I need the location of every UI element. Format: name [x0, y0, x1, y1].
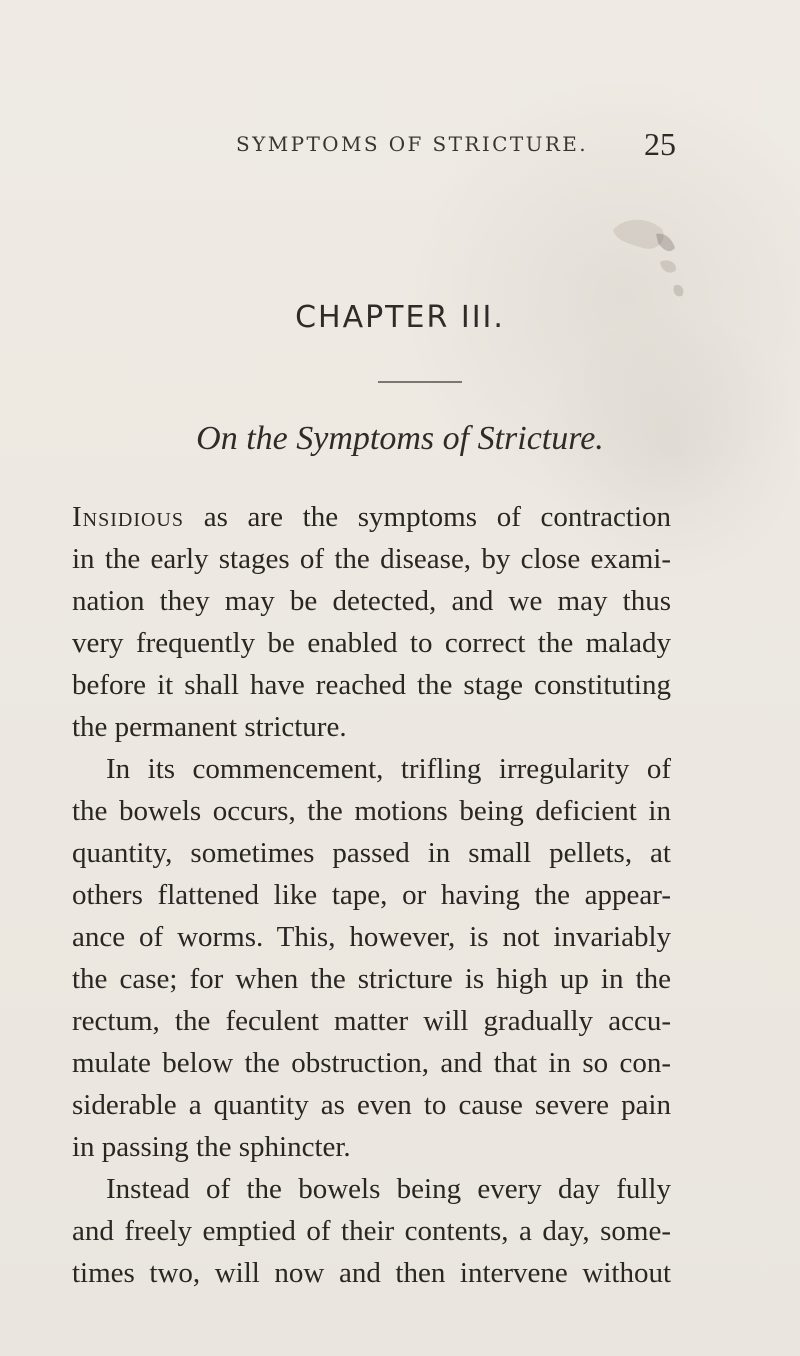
text-line-2: in the early stages of the disease, by close exami-: [72, 543, 671, 575]
text-line-5: before it shall have reached the stage constituting: [72, 669, 671, 701]
text-line-6: the permanent stricture.: [72, 711, 347, 743]
text-line-15: siderable a quantity as even to cause severe pain: [72, 1089, 671, 1121]
text-line-16: in passing the sphincter.: [72, 1131, 351, 1163]
text-line-8: the bowels occurs, the motions being deficient in: [72, 795, 671, 827]
running-head: [0, 126, 800, 162]
chapter-subtitle: On the Symptoms of Stricture.: [196, 420, 604, 457]
text-line-19: times two, will now and then intervene without: [72, 1257, 671, 1289]
opening-word: Insidious: [72, 501, 184, 533]
text-line-18: and freely emptied of their contents, a day, some-: [72, 1215, 671, 1247]
chapter-rule: [378, 381, 462, 383]
page-number: 25: [644, 126, 676, 162]
text-line-11: ance of worms. This, however, is not invariably: [72, 921, 671, 953]
text-line-12: the case; for when the stricture is high up in the: [72, 963, 671, 995]
chapter-body-text: [72, 496, 671, 1294]
text-line-13: rectum, the feculent matter will gradually accu-: [72, 1005, 671, 1037]
running-title: SYMPTOMS OF STRICTURE.: [236, 132, 589, 156]
text-line-1: [72, 496, 671, 538]
text-line-4: very frequently be enabled to correct the malady: [72, 627, 671, 659]
text-line-14: mulate below the obstruction, and that in so con-: [72, 1047, 671, 1079]
text-line-10: others flattened like tape, or having the appear-: [72, 879, 671, 911]
text-line-17: Instead of the bowels being every day fully: [106, 1173, 671, 1205]
text-line-9: quantity, sometimes passed in small pellets, at: [72, 837, 671, 869]
text-line-7: In its commencement, trifling irregularity of: [106, 753, 671, 785]
text-line-1-rest: as are the symptoms of contraction: [184, 501, 671, 533]
text-line-3: nation they may be detected, and we may thus: [72, 585, 671, 617]
chapter-heading: CHAPTER III.: [295, 300, 505, 335]
